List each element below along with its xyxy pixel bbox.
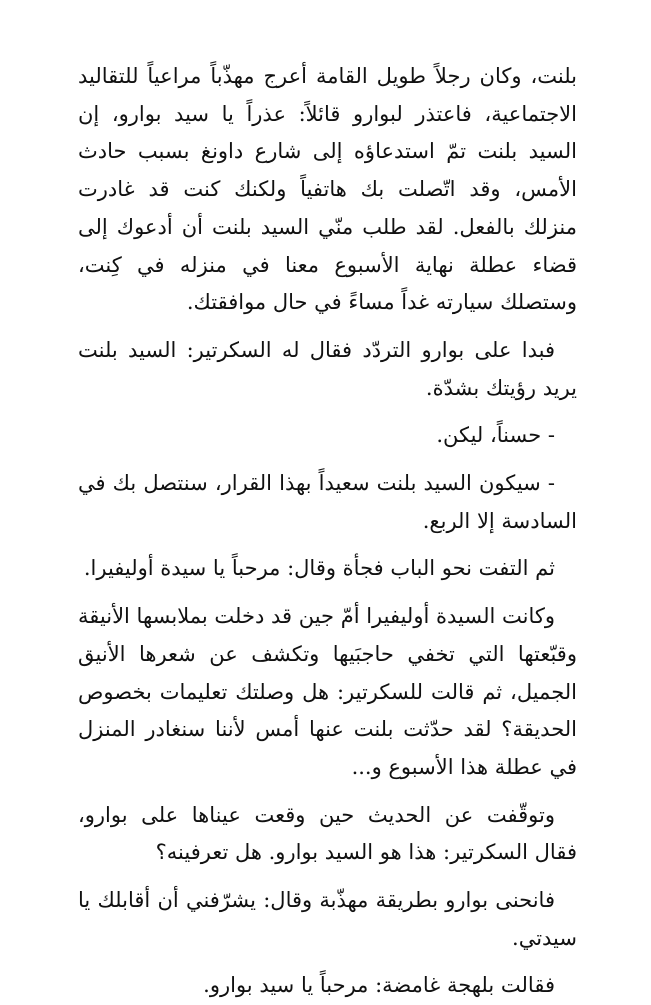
paragraph-3: - حسناً، ليكن. (436, 423, 555, 448)
paragraph-6: وكانت السيدة أوليفيرا أمّ جين قد دخلت بملابسها الأنيقة وقبّعتها التي تخفي حاجبَيها وتكشف عن شعرها الأنيق الجميل، ثم قالت للسكرتير: هل وصلتك تعليمات بخصوص الحديقة؟ لقد حدّثت بلنت عنها أمس لأننا سنغادر المنزل في عطلة هذا الأسبوع و... (78, 604, 577, 779)
paragraph-9: فقالت بلهجة غامضة: مرحباً يا سيد بوارو. (203, 973, 555, 998)
paragraph-4: - سيكون السيد بلنت سعيداً بهذا القرار، سنتصل بك في السادسة إلا الربع. (78, 471, 577, 533)
paragraph-1: بلنت، وكان رجلاً طويل القامة أعرج مهذّباً مراعياً للتقاليد الاجتماعية، فاعتذر لبوارو قائلاً: عذراً يا سيد بوارو، إن السيد بلنت تمّ استدعاؤه إلى شارع داونغ بسبب حادث الأمس، وقد اتّصلت بك هاتفياً ولكنك كنت قد غادرت منزلك بالفعل. لقد طلب منّي السيد بلنت أن أدعوك إلى قضاء عطلة نهاية الأسبوع معنا في منزله في كِنت، وستصلك سيارته غداً مساءً في حال موافقتك. (78, 64, 577, 315)
book-page (78, 58, 577, 1000)
paragraph-5: ثم التفت نحو الباب فجأة وقال: مرحباً يا سيدة أوليفيرا. (83, 556, 555, 581)
paragraph-8: فانحنى بوارو بطريقة مهذّبة وقال: يشرّفني أن أقابلك يا سيدتي. (78, 888, 577, 950)
paragraph-7: وتوقّفت عن الحديث حين وقعت عيناها على بوارو، فقال السكرتير: هذا هو السيد بوارو. هل تعرفينه؟ (78, 802, 577, 865)
paragraph-2: فبدا على بوارو التردّد فقال له السكرتير: السيد بلنت يريد رؤيتك بشدّة. (78, 337, 577, 400)
